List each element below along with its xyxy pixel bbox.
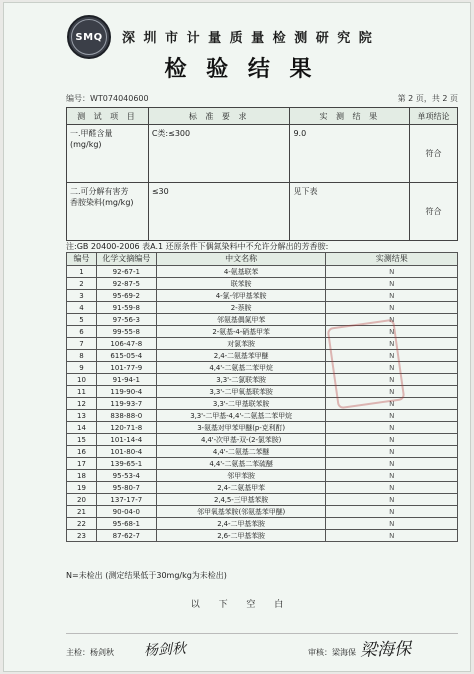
amine-number: 23 <box>67 530 97 542</box>
header-number: 编号 <box>67 253 97 266</box>
table-row <box>67 290 458 302</box>
amine-number: 4 <box>67 302 97 314</box>
page-indicator: 第 2 页，共 2 页 <box>397 94 458 103</box>
table-row <box>67 458 458 470</box>
amine-result: N <box>326 530 458 542</box>
conclusion: 符合 <box>410 183 458 241</box>
amine-result: N <box>326 290 458 302</box>
amines-header-row <box>67 253 458 266</box>
results-row <box>67 183 458 241</box>
amine-cas-number: 119-90-4 <box>96 386 156 398</box>
amine-chinese-name: 4,4'-二氨基二苯甲烷 <box>156 362 326 374</box>
amine-cas-number: 92-87-5 <box>96 278 156 290</box>
amine-chinese-name: 2,4-二氨基甲苯 <box>156 482 326 494</box>
amine-chinese-name: 2,4-二氨基苯甲醚 <box>156 350 326 362</box>
amine-number: 10 <box>67 374 97 386</box>
header-test-item: 测 试 项 目 <box>67 108 149 125</box>
report-page <box>3 2 471 672</box>
table-row <box>67 434 458 446</box>
amine-chinese-name: 4,4'-次甲基-双-(2-氯苯胺) <box>156 434 326 446</box>
amine-cas-number: 95-68-1 <box>96 518 156 530</box>
amine-cas-number: 90-04-0 <box>96 506 156 518</box>
chief-inspector-signature: 杨剑秋 <box>143 640 187 660</box>
table-row <box>67 302 458 314</box>
amine-cas-number: 119-93-7 <box>96 398 156 410</box>
amine-chinese-name: 2,4-二甲基苯胺 <box>156 518 326 530</box>
page-title: 检 验 结 果 <box>164 57 318 82</box>
amine-result: N <box>326 362 458 374</box>
amine-chinese-name: 2-氨基-4-硝基甲苯 <box>156 326 326 338</box>
blank-below-text: 以 下 空 白 <box>190 600 292 610</box>
amine-cas-number: 101-77-9 <box>96 362 156 374</box>
amine-number: 13 <box>67 410 97 422</box>
amine-cas-number: 95-80-7 <box>96 482 156 494</box>
amine-chinese-name: 联苯胺 <box>156 278 326 290</box>
amine-cas-number: 106-47-8 <box>96 338 156 350</box>
standard-requirement: C类:≤300 <box>148 125 290 183</box>
amine-chinese-name: 4,4'-二氨基二苯硫醚 <box>156 458 326 470</box>
conclusion: 符合 <box>410 125 458 183</box>
amine-number: 20 <box>67 494 97 506</box>
amine-result: N <box>326 374 458 386</box>
logo-text: SMQ <box>71 19 107 55</box>
standard-requirement: ≤30 <box>148 183 290 241</box>
header-chinese-name: 中文名称 <box>156 253 326 266</box>
amine-chinese-name: 邻甲氧基苯胺(邻氨基苯甲醚) <box>156 506 326 518</box>
amine-number: 5 <box>67 314 97 326</box>
table-row <box>67 470 458 482</box>
amine-result: N <box>326 422 458 434</box>
amine-number: 1 <box>67 266 97 278</box>
amine-result: N <box>326 302 458 314</box>
legend-note: N=未检出 (测定结果低于30mg/kg为未检出) <box>66 571 227 580</box>
table-row <box>67 338 458 350</box>
amine-chinese-name: 3,3'-二甲氧基联苯胺 <box>156 386 326 398</box>
amine-cas-number: 120-71-8 <box>96 422 156 434</box>
amine-chinese-name: 对氯苯胺 <box>156 338 326 350</box>
reviewer-label: 审核：梁海保 <box>308 648 356 657</box>
chief-inspector-label: 主检：杨剑秋 <box>66 648 114 657</box>
amine-chinese-name: 4-氯-邻甲基苯胺 <box>156 290 326 302</box>
meta-line <box>66 93 458 104</box>
amine-number: 12 <box>67 398 97 410</box>
amine-cas-number: 91-59-8 <box>96 302 156 314</box>
amine-chinese-name: 2-萘胺 <box>156 302 326 314</box>
amine-result: N <box>326 314 458 326</box>
official-seal <box>327 319 406 410</box>
amine-number: 8 <box>67 350 97 362</box>
amine-cas-number: 95-69-2 <box>96 290 156 302</box>
amine-result: N <box>326 446 458 458</box>
amine-result: N <box>326 398 458 410</box>
amine-cas-number: 615-05-4 <box>96 350 156 362</box>
table-row <box>67 494 458 506</box>
amine-result: N <box>326 434 458 446</box>
table-row <box>67 410 458 422</box>
amine-result: N <box>326 278 458 290</box>
results-row <box>67 125 458 183</box>
amine-cas-number: 838-88-0 <box>96 410 156 422</box>
standard-note: 注:GB 20400-2006 表A.1 还原条件下偶氮染料中不允许分解出的芳香胺: <box>66 242 329 251</box>
amine-chinese-name: 4,4'-二氨基二苯醚 <box>156 446 326 458</box>
results-table <box>66 107 458 241</box>
table-row <box>67 422 458 434</box>
amine-cas-number: 97-56-3 <box>96 314 156 326</box>
measured-result: 9.0 <box>290 125 410 183</box>
table-row <box>67 326 458 338</box>
amine-number: 14 <box>67 422 97 434</box>
table-row <box>67 506 458 518</box>
amine-result: N <box>326 482 458 494</box>
amine-cas-number: 99-55-8 <box>96 326 156 338</box>
amine-number: 11 <box>67 386 97 398</box>
table-row <box>67 482 458 494</box>
amine-result: N <box>326 518 458 530</box>
amine-number: 9 <box>67 362 97 374</box>
amine-chinese-name: 3,3'-二甲基-4,4'-二氨基二苯甲烷 <box>156 410 326 422</box>
amine-number: 18 <box>67 470 97 482</box>
amine-chinese-name: 2,6-二甲基苯胺 <box>156 530 326 542</box>
amine-cas-number: 91-94-1 <box>96 374 156 386</box>
table-row <box>67 446 458 458</box>
header-cas: 化学文摘编号 <box>96 253 156 266</box>
amine-chinese-name: 3,3'-二氯联苯胺 <box>156 374 326 386</box>
amine-cas-number: 101-14-4 <box>96 434 156 446</box>
test-item: 二.可分解有害芳 香胺染料(mg/kg) <box>67 183 149 241</box>
table-row <box>67 266 458 278</box>
amine-number: 16 <box>67 446 97 458</box>
amine-chinese-name: 3,3'-二甲基联苯胺 <box>156 398 326 410</box>
amine-result: N <box>326 350 458 362</box>
amine-number: 2 <box>67 278 97 290</box>
table-row <box>67 518 458 530</box>
report-number: 编号：WT074040600 <box>66 94 149 103</box>
amine-number: 15 <box>67 434 97 446</box>
table-row <box>67 278 458 290</box>
amine-result: N <box>326 338 458 350</box>
amine-result: N <box>326 326 458 338</box>
results-header-row <box>67 108 458 125</box>
amine-number: 7 <box>67 338 97 350</box>
amine-chinese-name: 3-氨基对甲苯甲醚(p-克利酊) <box>156 422 326 434</box>
amine-cas-number: 137-17-7 <box>96 494 156 506</box>
amine-number: 22 <box>67 518 97 530</box>
header-standard: 标 准 要 求 <box>148 108 290 125</box>
header-result: 实测结果 <box>326 253 458 266</box>
table-row <box>67 314 458 326</box>
amine-cas-number: 95-53-4 <box>96 470 156 482</box>
amine-cas-number: 139-65-1 <box>96 458 156 470</box>
amine-chinese-name: 邻氨基偶氮甲苯 <box>156 314 326 326</box>
amine-chinese-name: 2,4,5-三甲基苯胺 <box>156 494 326 506</box>
header-conclusion: 单项结论 <box>410 108 458 125</box>
amine-number: 6 <box>67 326 97 338</box>
table-row <box>67 530 458 542</box>
amine-number: 17 <box>67 458 97 470</box>
amine-chinese-name: 邻甲苯胺 <box>156 470 326 482</box>
amine-result: N <box>326 494 458 506</box>
amine-result: N <box>326 470 458 482</box>
header-measured: 实 测 结 果 <box>290 108 410 125</box>
amine-result: N <box>326 506 458 518</box>
amine-number: 19 <box>67 482 97 494</box>
test-item: 一.甲醛含量 (mg/kg) <box>67 125 149 183</box>
amine-result: N <box>326 386 458 398</box>
institute-name: 深 圳 市 计 量 质 量 检 测 研 究 院 <box>122 31 374 46</box>
amine-number: 3 <box>67 290 97 302</box>
amine-result: N <box>326 410 458 422</box>
amine-result: N <box>326 266 458 278</box>
amines-body <box>67 266 458 542</box>
reviewer-signature: 梁海保 <box>359 639 412 661</box>
amine-result: N <box>326 458 458 470</box>
amine-cas-number: 92-67-1 <box>96 266 156 278</box>
amine-number: 21 <box>67 506 97 518</box>
amine-cas-number: 87-62-7 <box>96 530 156 542</box>
amine-cas-number: 101-80-4 <box>96 446 156 458</box>
amine-chinese-name: 4-氨基联苯 <box>156 266 326 278</box>
measured-result: 见下表 <box>290 183 410 241</box>
